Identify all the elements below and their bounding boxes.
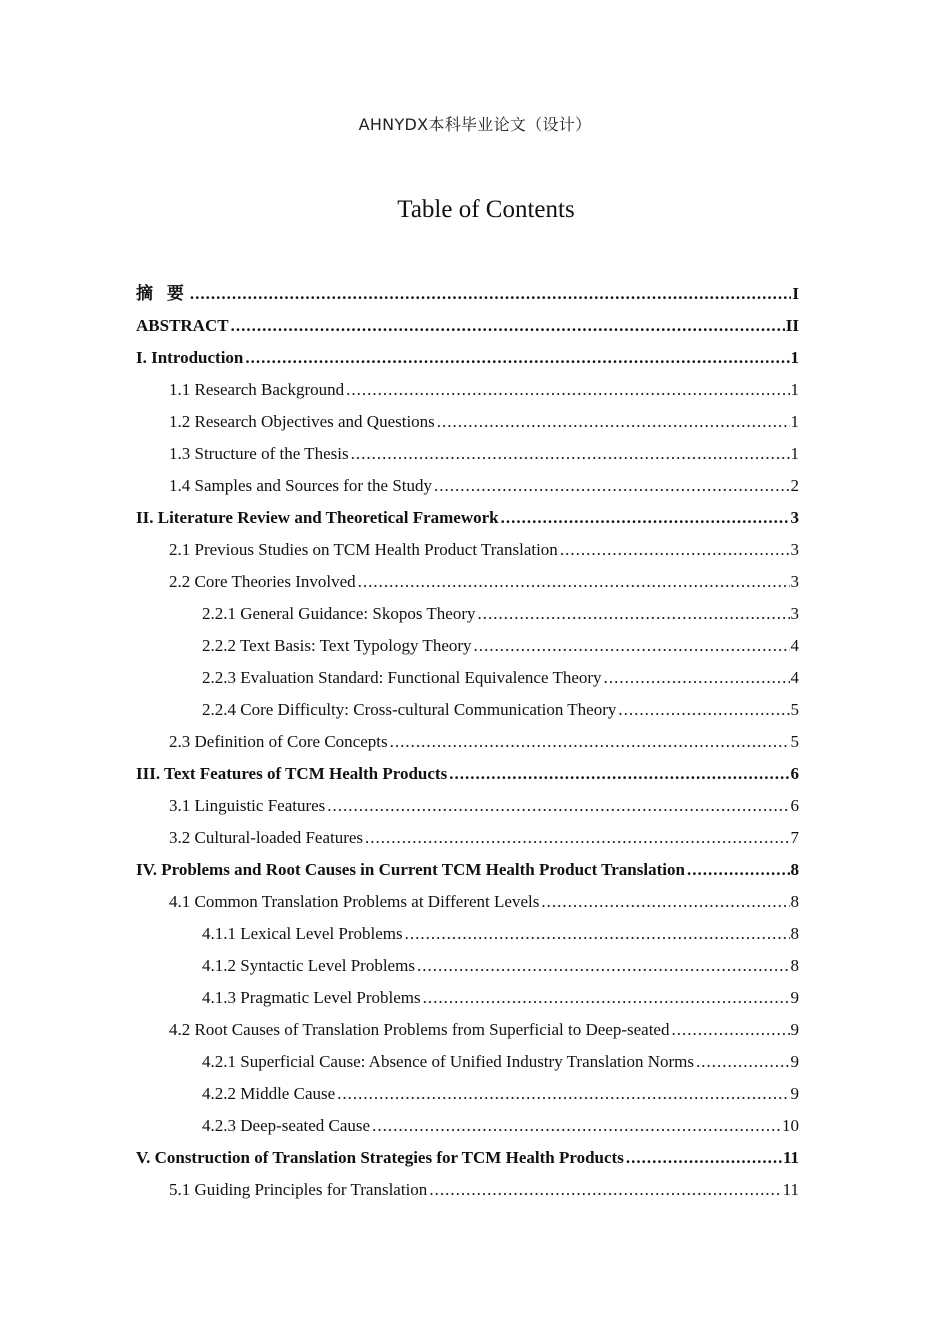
dot-leader xyxy=(405,918,790,950)
dot-leader xyxy=(245,342,789,374)
dot-leader xyxy=(390,726,790,758)
toc-entry[interactable] xyxy=(136,1142,799,1174)
toc-entry-page-number: 9 xyxy=(790,988,799,1007)
toc-entry-page-number: 11 xyxy=(782,1180,799,1199)
dot-leader xyxy=(604,662,790,694)
toc-entry-page-number: 6 xyxy=(790,796,799,815)
toc-entry-page-number: 3 xyxy=(790,508,799,527)
toc-entry-label: I. Introduction xyxy=(136,348,244,367)
toc-entry-label: IV. Problems and Root Causes in Current TCM Health Product Translation xyxy=(136,860,685,879)
toc-entry-page-number: 5 xyxy=(790,700,799,719)
dot-leader xyxy=(434,470,790,502)
toc-entry[interactable] xyxy=(136,1174,799,1206)
toc-entry-label: 4.1.3 Pragmatic Level Problems xyxy=(202,988,421,1007)
toc-entry[interactable] xyxy=(136,1014,799,1046)
toc-entry-label: 2.2.3 Evaluation Standard: Functional Equivalence Theory xyxy=(202,668,602,687)
toc-title: Table of Contents xyxy=(397,196,575,223)
toc-entry-label: 2.2 Core Theories Involved xyxy=(169,572,356,591)
toc-entry[interactable] xyxy=(136,598,799,630)
toc-entry-page-number: 9 xyxy=(790,1052,799,1071)
toc-entry-page-number: 3 xyxy=(790,572,799,591)
dot-leader xyxy=(423,982,790,1014)
toc-entry[interactable] xyxy=(136,662,799,694)
toc-entry-label: 4.2.2 Middle Cause xyxy=(202,1084,336,1103)
toc-entry[interactable] xyxy=(136,374,799,406)
toc-entry-page-number: 1 xyxy=(790,380,799,399)
dot-leader xyxy=(365,822,789,854)
toc-entry[interactable] xyxy=(136,534,799,566)
toc-entry-label: 2.2.2 Text Basis: Text Typology Theory xyxy=(202,636,472,655)
toc-entry-page-number: 1 xyxy=(790,412,799,431)
dot-leader xyxy=(429,1174,781,1206)
toc-entry[interactable] xyxy=(136,694,799,726)
toc-entry-label: 2.3 Definition of Core Concepts xyxy=(169,732,388,751)
dot-leader xyxy=(626,1142,782,1174)
dot-leader xyxy=(358,566,790,598)
toc-entry-page-number: 10 xyxy=(782,1116,799,1135)
toc-entry[interactable] xyxy=(136,630,799,662)
toc-entry-page-number: 9 xyxy=(790,1084,799,1103)
toc-entry-label: 5.1 Guiding Principles for Translation xyxy=(169,1180,428,1199)
dot-leader xyxy=(541,886,789,918)
toc-entry-label: 2.1 Previous Studies on TCM Health Product Translation xyxy=(169,540,558,559)
dot-leader xyxy=(437,406,790,438)
toc-entry[interactable] xyxy=(136,918,799,950)
toc-entry-label: II. Literature Review and Theoretical Framework xyxy=(136,508,499,527)
toc-entry-label: 1.1 Research Background xyxy=(169,380,345,399)
toc-entry-label: 1.4 Samples and Sources for the Study xyxy=(169,476,432,495)
toc-entry[interactable] xyxy=(136,1078,799,1110)
toc-entry-label: 4.2.3 Deep-seated Cause xyxy=(202,1116,371,1135)
toc-entry-page-number: 8 xyxy=(790,924,799,943)
toc-entry-page-number: 7 xyxy=(790,828,799,847)
toc-entry[interactable] xyxy=(136,726,799,758)
toc-entry-label: 4.2.1 Superficial Cause: Absence of Unified Industry Translation Norms xyxy=(202,1052,694,1071)
dot-leader xyxy=(474,630,790,662)
toc-entry[interactable] xyxy=(136,950,799,982)
toc-entry-label: 4.1 Common Translation Problems at Different Levels xyxy=(169,892,540,911)
toc-entry[interactable] xyxy=(136,470,799,502)
dot-leader xyxy=(190,278,791,310)
toc-entry-label: 2.2.1 General Guidance: Skopos Theory xyxy=(202,604,476,623)
dot-leader xyxy=(346,374,789,406)
toc-entry-label: 4.1.2 Syntactic Level Problems xyxy=(202,956,415,975)
toc-entry-page-number: 8 xyxy=(790,860,799,879)
dot-leader xyxy=(687,854,790,886)
toc-entry[interactable] xyxy=(136,342,799,374)
dot-leader xyxy=(327,790,789,822)
toc-entry[interactable] xyxy=(136,758,799,790)
toc-entry[interactable] xyxy=(136,982,799,1014)
toc-entry-page-number: 4 xyxy=(790,668,799,687)
toc-entry-label: V. Construction of Translation Strategies for TCM Health Products xyxy=(136,1148,624,1167)
dot-leader xyxy=(696,1046,790,1078)
toc-entry-label: 摘 要 xyxy=(136,284,188,304)
toc-entry-label: III. Text Features of TCM Health Products xyxy=(136,764,448,783)
toc-entry-label: 3.2 Cultural-loaded Features xyxy=(169,828,364,847)
toc-entry-page-number: 3 xyxy=(790,540,799,559)
dot-leader xyxy=(351,438,790,470)
toc-entry-page-number: 8 xyxy=(790,892,799,911)
dot-leader xyxy=(618,694,789,726)
toc-entry-page-number: I xyxy=(792,284,799,303)
toc-entry[interactable] xyxy=(136,566,799,598)
toc-entry-page-number: 1 xyxy=(790,348,799,367)
toc-entry-label: 3.1 Linguistic Features xyxy=(169,796,326,815)
toc-entry[interactable] xyxy=(136,790,799,822)
toc-entry-label: 1.3 Structure of the Thesis xyxy=(169,444,349,463)
toc-entry-page-number: 1 xyxy=(790,444,799,463)
toc-entry-page-number: 4 xyxy=(790,636,799,655)
toc-entry[interactable] xyxy=(136,278,799,310)
toc-entry[interactable] xyxy=(136,502,799,534)
toc-entry-page-number: 2 xyxy=(790,476,799,495)
toc-entry-page-number: 6 xyxy=(790,764,799,783)
toc-entry-page-number: II xyxy=(785,316,799,335)
dot-leader xyxy=(372,1110,781,1142)
dot-leader xyxy=(449,758,789,790)
toc-entry-label: 4.2 Root Causes of Translation Problems from Superficial to Deep-seated xyxy=(169,1020,670,1039)
toc-entry-page-number: 11 xyxy=(782,1148,799,1167)
dot-leader xyxy=(231,310,785,342)
dot-leader xyxy=(501,502,790,534)
toc-entry-label: 4.1.1 Lexical Level Problems xyxy=(202,924,403,943)
toc-entry[interactable] xyxy=(136,822,799,854)
toc-entry-page-number: 5 xyxy=(790,732,799,751)
toc-entry[interactable] xyxy=(136,406,799,438)
toc-entry[interactable] xyxy=(136,1046,799,1078)
toc-entry-label: ABSTRACT xyxy=(136,316,229,335)
toc-entry[interactable] xyxy=(136,886,799,918)
dot-leader xyxy=(671,1014,789,1046)
toc-entry-label: 2.2.4 Core Difficulty: Cross-cultural Communication Theory xyxy=(202,700,617,719)
dot-leader xyxy=(417,950,790,982)
dot-leader xyxy=(478,598,790,630)
toc-entry-page-number: 9 xyxy=(790,1020,799,1039)
toc-entry-page-number: 3 xyxy=(790,604,799,623)
dot-leader xyxy=(337,1078,789,1110)
toc-entry[interactable] xyxy=(136,438,799,470)
toc-entry-page-number: 8 xyxy=(790,956,799,975)
dot-leader xyxy=(560,534,790,566)
running-header: AHNYDX本科毕业论文（设计） xyxy=(358,115,592,134)
toc-entry[interactable] xyxy=(136,854,799,886)
table-of-contents xyxy=(136,278,799,1206)
toc-entry[interactable] xyxy=(136,310,799,342)
toc-entry[interactable] xyxy=(136,1110,799,1142)
toc-entry-label: 1.2 Research Objectives and Questions xyxy=(169,412,435,431)
